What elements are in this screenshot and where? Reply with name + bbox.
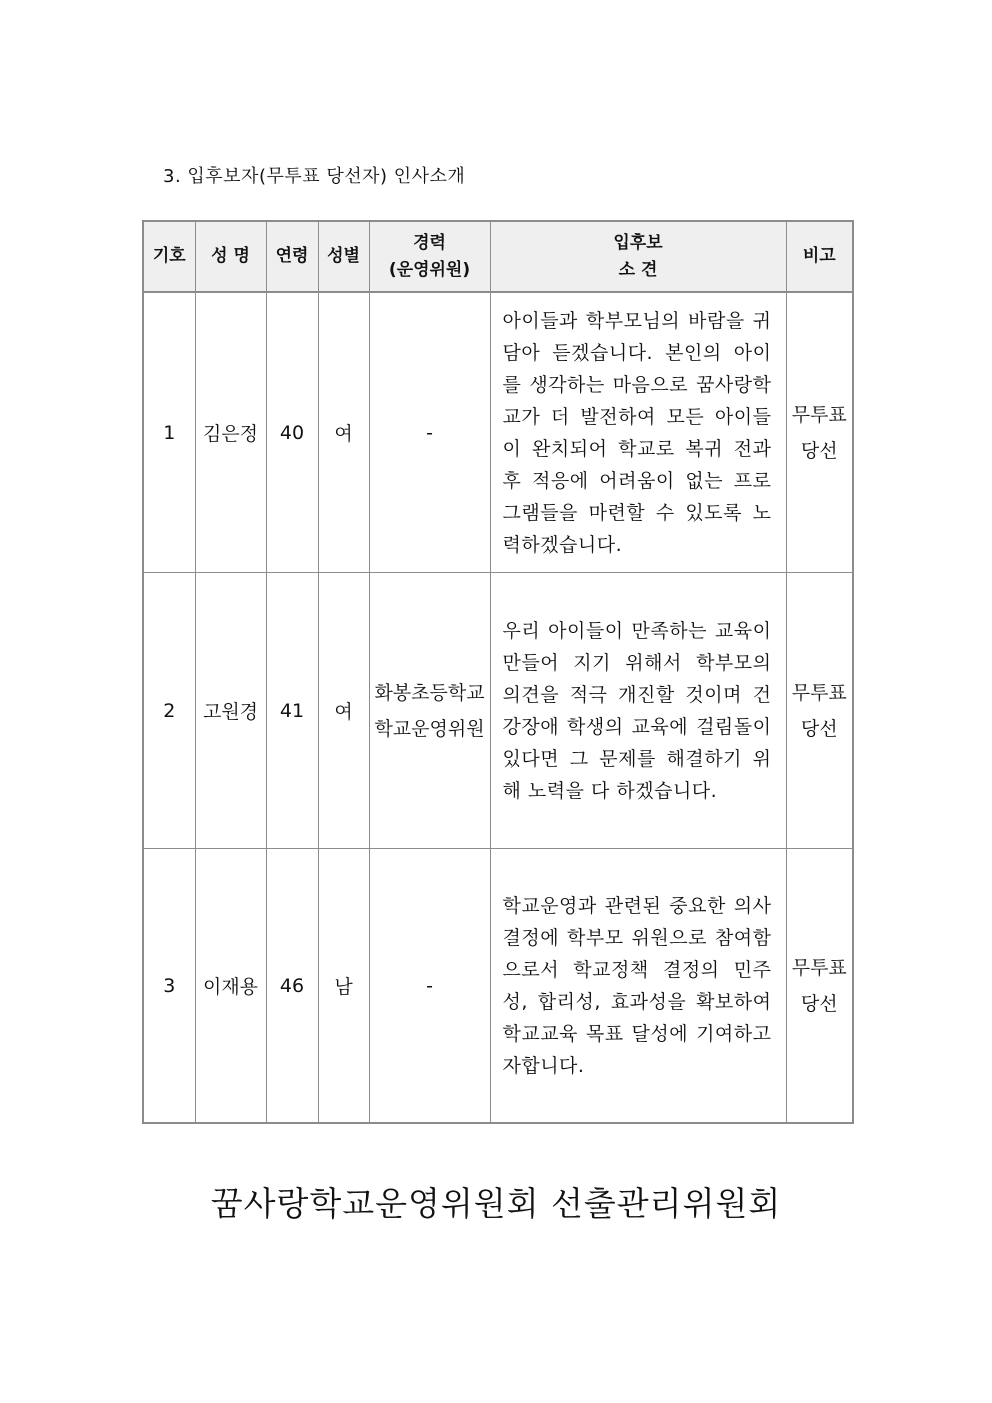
header-statement bbox=[490, 221, 786, 292]
cell-note bbox=[786, 849, 853, 1124]
note-line: 당선 bbox=[800, 992, 838, 1015]
footer-organization: 꿈사랑학교운영위원회 선출관리위원회 bbox=[210, 1184, 782, 1223]
cell-statement: 우리 아이들이 만족하는 교육이 만들어 지기 위해서 학부모의 의견을 적극 개진할 것이며 건강장애 학생의 교육에 걸림돌이 있다면 그 문제를 해결하기 위해 노력을 다 하겠습니다. bbox=[490, 573, 786, 849]
career-line: - bbox=[426, 421, 433, 444]
cell-gender: 남 bbox=[318, 849, 369, 1124]
header-statement-line2: 소 견 bbox=[618, 259, 658, 280]
cell-note bbox=[786, 573, 853, 849]
career-line: 화봉초등학교 bbox=[374, 681, 485, 704]
cell-note bbox=[786, 292, 853, 573]
note-line: 당선 bbox=[800, 439, 838, 462]
cell-career bbox=[369, 849, 490, 1124]
cell-gender: 여 bbox=[318, 292, 369, 573]
header-no: 기호 bbox=[143, 221, 195, 292]
career-line: - bbox=[426, 974, 433, 997]
header-career-line2: (운영위원) bbox=[388, 259, 471, 280]
cell-name: 김은정 bbox=[195, 292, 266, 573]
header-gender: 성별 bbox=[318, 221, 369, 292]
note-line: 무투표 bbox=[791, 681, 847, 704]
header-age: 연령 bbox=[266, 221, 318, 292]
note-line: 무투표 bbox=[791, 956, 847, 979]
candidates-table bbox=[142, 220, 854, 1124]
cell-statement: 학교운영과 관련된 중요한 의사결정에 학부모 위원으로 참여함으로서 학교정책 결정의 민주성, 합리성, 효과성을 확보하여 학교교육 목표 달성에 기여하고자합니다. bbox=[490, 849, 786, 1124]
table-row bbox=[143, 292, 853, 573]
cell-no: 1 bbox=[143, 292, 195, 573]
header-note: 비고 bbox=[786, 221, 853, 292]
header-statement-line1: 입후보 bbox=[613, 232, 663, 253]
cell-age: 41 bbox=[266, 573, 318, 849]
header-career bbox=[369, 221, 490, 292]
cell-age: 46 bbox=[266, 849, 318, 1124]
section-heading: 3. 입후보자(무투표 당선자) 인사소개 bbox=[163, 166, 466, 187]
cell-age: 40 bbox=[266, 292, 318, 573]
cell-statement: 아이들과 학부모님의 바람을 귀담아 듣겠습니다. 본인의 아이를 생각하는 마음으로 꿈사랑학교가 더 발전하여 모든 아이들이 완치되어 학교로 복귀 전과 후 적응에 어려움이 없는 프로그램들을 마련할 수 있도록 노력하겠습니다. bbox=[490, 292, 786, 573]
table-row bbox=[143, 573, 853, 849]
cell-no: 2 bbox=[143, 573, 195, 849]
note-line: 무투표 bbox=[791, 403, 847, 426]
cell-gender: 여 bbox=[318, 573, 369, 849]
table-header-row bbox=[143, 221, 853, 292]
career-line: 학교운영위원 bbox=[374, 717, 485, 740]
note-line: 당선 bbox=[800, 717, 838, 740]
cell-name: 이재용 bbox=[195, 849, 266, 1124]
table-row bbox=[143, 849, 853, 1124]
header-career-line1: 경력 bbox=[413, 232, 446, 253]
header-name: 성 명 bbox=[195, 221, 266, 292]
cell-career bbox=[369, 292, 490, 573]
cell-career bbox=[369, 573, 490, 849]
cell-no: 3 bbox=[143, 849, 195, 1124]
cell-name: 고원경 bbox=[195, 573, 266, 849]
